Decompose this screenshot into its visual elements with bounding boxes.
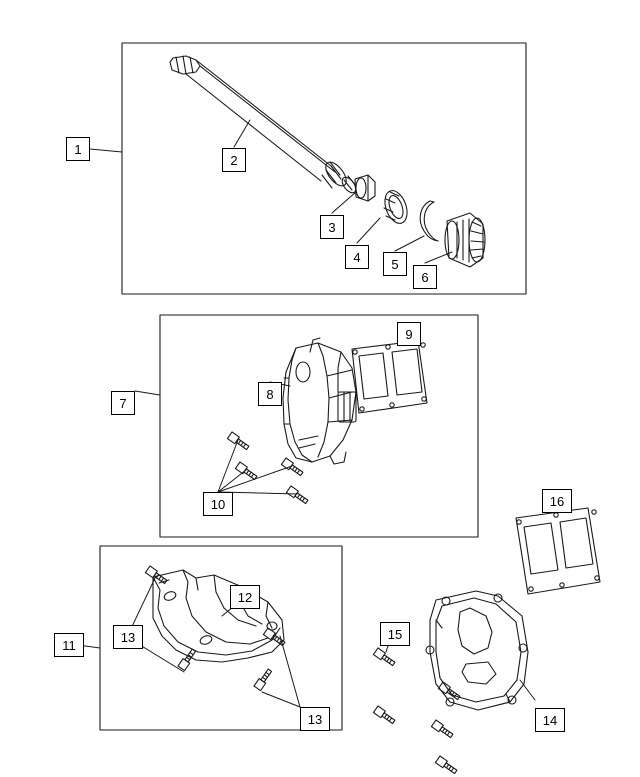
callout-5[interactable]: 5 (383, 252, 407, 276)
callout-12[interactable]: 12 (230, 585, 260, 609)
callout-7[interactable]: 7 (111, 391, 135, 415)
callout-1[interactable]: 1 (66, 137, 90, 161)
callout-16[interactable]: 16 (542, 489, 572, 513)
callout-6[interactable]: 6 (413, 265, 437, 289)
callout-4[interactable]: 4 (345, 245, 369, 269)
callout-15[interactable]: 15 (380, 622, 410, 646)
group-box-driveshaft (122, 43, 526, 294)
callout-14[interactable]: 14 (535, 708, 565, 732)
callout-8[interactable]: 8 (258, 382, 282, 406)
callout-9[interactable]: 9 (397, 322, 421, 346)
part-bolts-cover-plate (373, 648, 461, 775)
callout-3[interactable]: 3 (320, 215, 344, 239)
part-gasket-lower (516, 508, 600, 594)
callout-2[interactable]: 2 (222, 148, 246, 172)
part-cover-plate (426, 591, 528, 710)
callout-13-left[interactable]: 13 (113, 625, 143, 649)
callout-11[interactable]: 11 (54, 633, 84, 657)
callout-10[interactable]: 10 (203, 492, 233, 516)
callout-13-right[interactable]: 13 (300, 707, 330, 731)
